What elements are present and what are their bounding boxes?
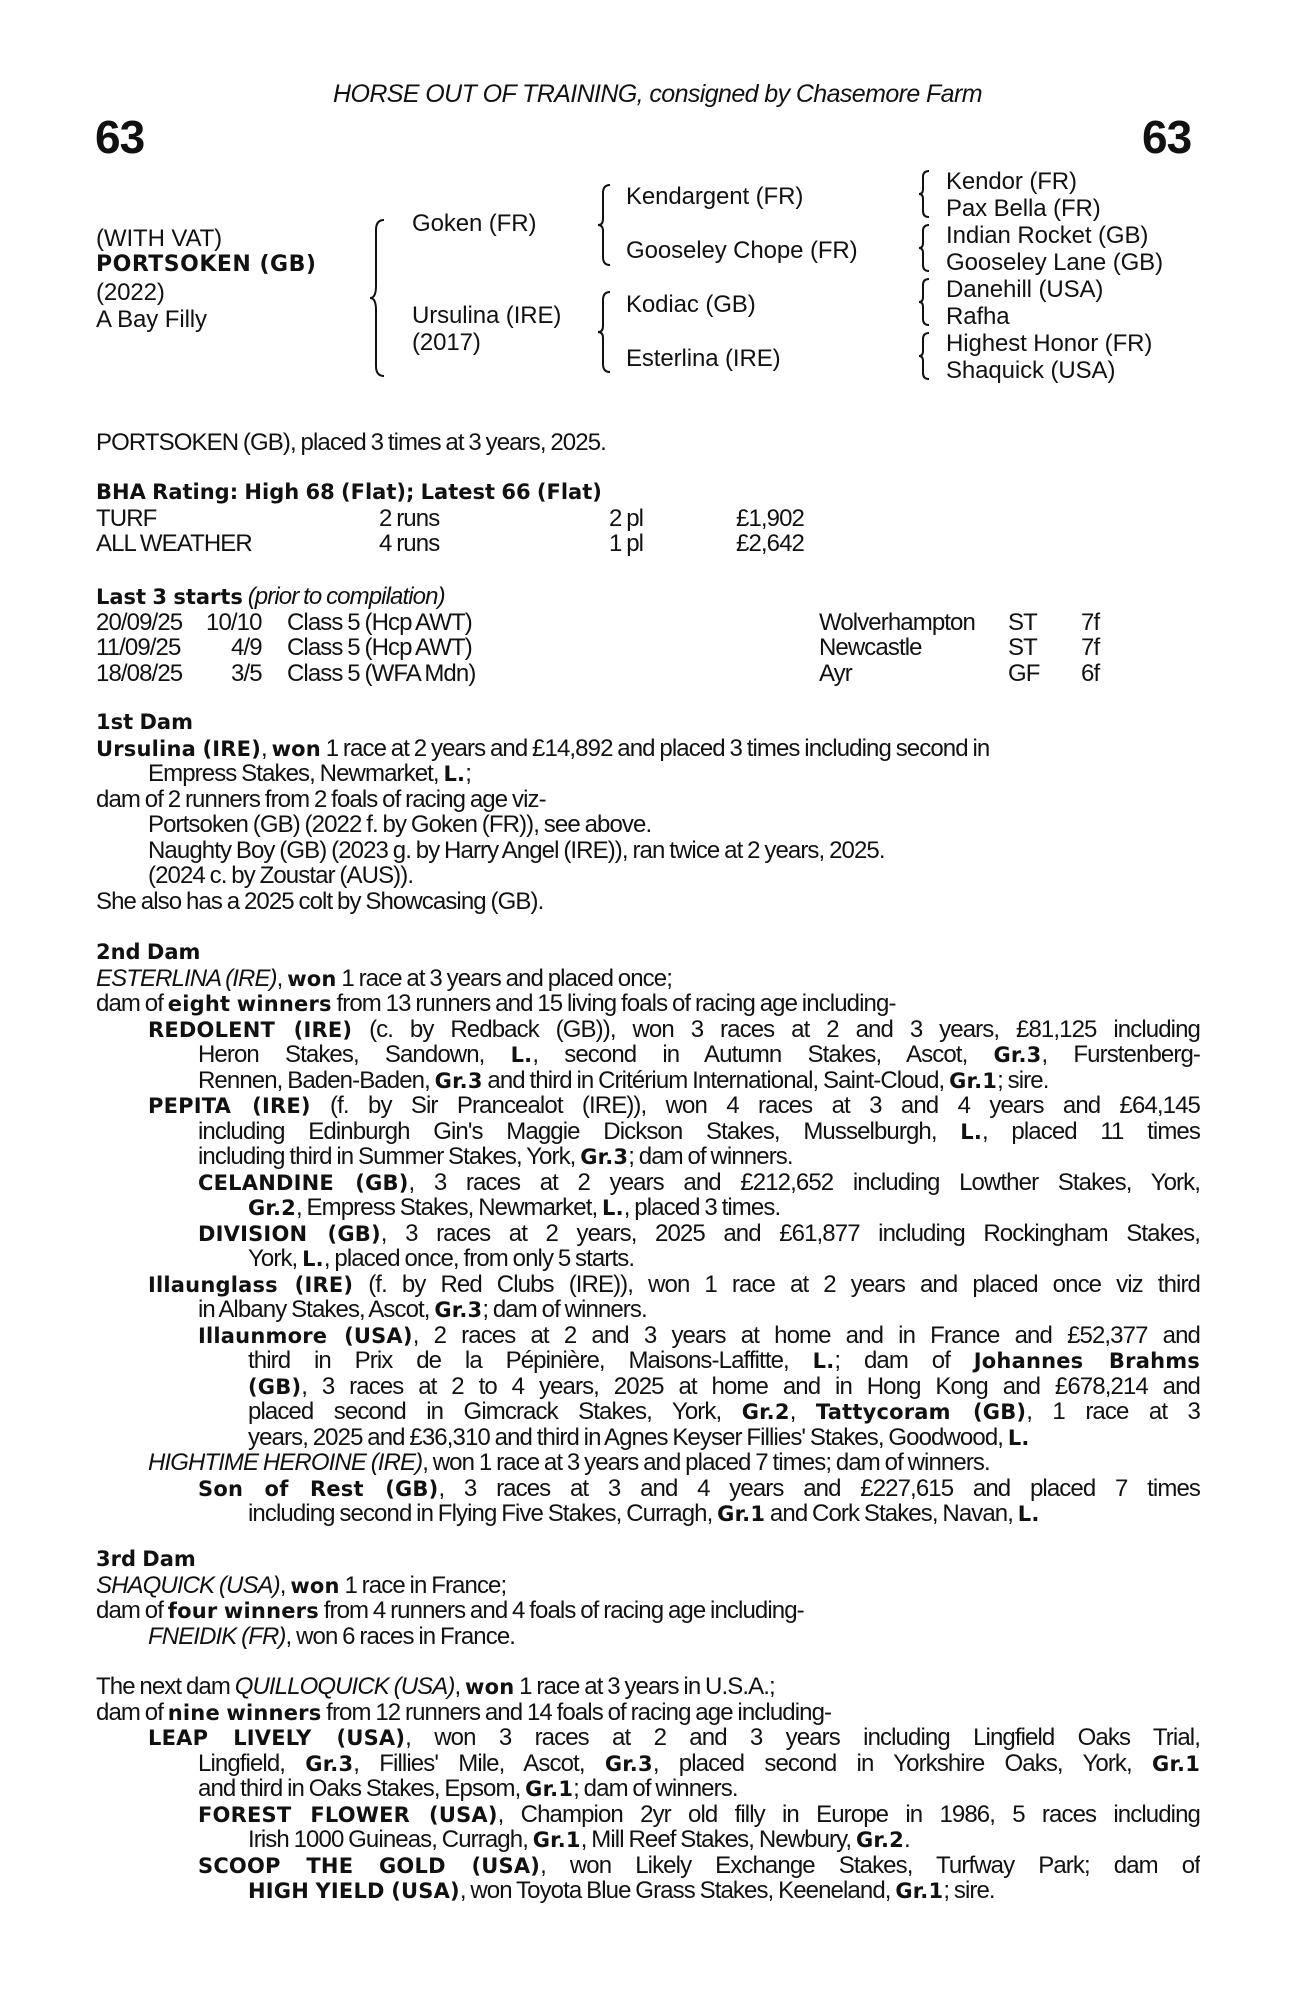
grade-label: L.: [1007, 1425, 1030, 1450]
grade-label: L.: [1017, 1502, 1040, 1526]
start-position: 3/5: [231, 659, 262, 687]
text: 1 race at 3 years in U.S.A.;: [514, 1673, 775, 1700]
grade-label: Gr.3: [305, 1751, 354, 1776]
text: ,: [454, 1673, 466, 1700]
earnings: £2,642: [736, 530, 805, 557]
text: dam of: [96, 1698, 168, 1726]
text: ; dam of winners.: [482, 1296, 647, 1323]
start-date: 18/08/25: [96, 659, 183, 687]
text: 1 race at 2 years and £14,892 and placed 3 times including second in: [320, 734, 990, 762]
text: (c. by Redback (GB)), won 3 races at 2 and 3 years, £81,125 including: [352, 1016, 1200, 1042]
progeny-name: (GB): [248, 1374, 302, 1399]
progeny-name: Illaunglass (IRE): [148, 1272, 354, 1297]
grade-label: Gr.1: [532, 1828, 581, 1852]
progeny-name: PEPITA (IRE): [148, 1094, 311, 1118]
text: (f. by Red Clubs (IRE)), won 1 race at 2 years and placed once viz third: [353, 1271, 1200, 1297]
surface: ALL WEATHER: [96, 530, 252, 557]
pedigree-brace-g3-2: [917, 223, 933, 273]
text: years, 2025 and £36,310 and third in Agnes Keyser Fillies' Stakes, Goodwood,: [248, 1423, 1008, 1451]
runs: 2 runs: [379, 504, 440, 532]
text: and third in Oaks Stakes, Epsom,: [198, 1775, 526, 1802]
text: .: [903, 1826, 910, 1853]
produce-item: (2024 c. by Zoustar (AUS)).: [148, 862, 414, 889]
progeny-name: Tattycoram (GB): [815, 1400, 1027, 1424]
text: 1 race in France;: [339, 1571, 507, 1599]
text: 1 race at 3 years and placed once;: [336, 964, 673, 992]
grade-label: Gr.1: [949, 1068, 998, 1093]
text: , won 1 race at 3 years and placed 7 times; dam of winners.: [422, 1449, 990, 1476]
rating-row: [96, 506, 1200, 532]
last-starts-heading: Last 3 starts: [96, 585, 243, 609]
grade-label: Gr.1: [717, 1502, 766, 1526]
text: , won Likely Exchange Stakes, Turfway Park; dam of: [540, 1852, 1200, 1878]
text: Heron Stakes, Sandown,: [198, 1042, 511, 1068]
progeny-name: Johannes Brahms: [973, 1349, 1200, 1373]
sire-dam-name: Gooseley Chope (FR): [626, 237, 858, 264]
grade-label: L.: [302, 1247, 324, 1271]
gen3-ancestor: Indian Rocket (GB): [946, 222, 1149, 249]
text: , Fillies' Mile, Ascot,: [353, 1750, 605, 1776]
produce-note: She also has a 2025 colt by Showcasing (GB).: [96, 887, 544, 915]
start-going: ST: [1008, 634, 1037, 661]
text: ,: [789, 1399, 816, 1425]
horse-year: (2022): [96, 279, 165, 306]
start-distance: 6f: [1081, 659, 1100, 687]
gen3-ancestor: Danehill (USA): [946, 276, 1104, 303]
text: ; sire.: [997, 1066, 1049, 1094]
first-dam-section: [96, 710, 1200, 914]
second-dam-section: 2nd Dam ESTERLINA (IRE), won 1 race at 3 years and placed once; dam of eight winners from 13 runners and 15 living foals of racing age including- REDOLENT (IRE) (c. by Redback (GB)), won 3 races at 2 and 3 years, £81,125 including Heron Stakes, Sandown, L., second in Autumn Stakes, Ascot, Gr.3, Furstenberg- Rennen, Baden-Baden, Gr.3 and third in Critérium International, Saint-Cloud, Gr.1; sire. PEPITA (IRE) (f. by Sir Prancealot (IRE)), won 4 races at 3 and 4 years and £64,145 including Edinburgh Gin's Maggie Dickson Stakes, Musselburgh, L., placed 11 times including third in Summer Stakes, York, Gr.3; dam of winners. CELANDINE (GB), 3 races at 2 years and £212,652 including Lowther Stakes, York, Gr.2, Empress Stakes, Newmarket, L., placed 3 times. DIVISION (GB), 3 races at 2 years, 2025 and £61,877 including Rockingham Stakes, York, L., placed once, from only 5 starts. Illaunglass (IRE) (f. by Red Clubs (IRE)), won 1 race at 2 years and placed once viz third in Albany Stakes, Ascot, Gr.3; dam of winners. Illaunmore (USA), 2 races at 2 and 3 years at home and in France and £52,377 and third in Prix de la Pépinière, Maisons-Laffitte, L.; dam of Johannes Brahms (GB), 3 races at 2 to 4 years, 2025 at home and in Hong Kong and £678,214 and placed second in Gimcrack Stakes, York, Gr.2, Tattycoram (GB), 1 race at 3 years, 2025 and £36,310 and third in Agnes Keyser Fillies' Stakes, Goodwood, L. HIGHTIME HEROINE (IRE), won 1 race at 3 years and placed 7 times; dam of winners. Son of Rest (GB), 3 races at 3 and 4 years and £227,615 and placed 7 times including second in Flying Five Stakes, Curragh, Gr.1 and Cork Stakes, Navan, L.: [96, 940, 1200, 1527]
start-course: Wolverhampton: [819, 608, 975, 636]
horse-name: PORTSOKEN (GB): [96, 252, 317, 277]
gen3-ancestor: Gooseley Lane (GB): [946, 249, 1163, 276]
start-race: Class 5 (WFA Mdn): [287, 659, 476, 687]
winners-count: four winners: [167, 1599, 319, 1623]
text: ;: [465, 760, 472, 787]
grade-label: L.: [812, 1349, 835, 1373]
pedigree-brace-main: [368, 218, 390, 378]
pedigree-brace-g3-4: [917, 331, 933, 381]
text: from 13 runners and 15 living foals of racing age including-: [331, 990, 896, 1017]
grade-label: Gr.2: [741, 1400, 790, 1424]
produce-summary: dam of 2 runners from 2 foals of racing age viz-: [96, 785, 546, 813]
progeny-name: LEAP LIVELY (USA): [148, 1726, 406, 1750]
start-going: ST: [1008, 608, 1037, 636]
rating-block: [96, 480, 1200, 557]
text: placed second in Gimcrack Stakes, York,: [248, 1399, 742, 1425]
dam-name: SHAQUICK (USA): [96, 1571, 280, 1599]
text: , Champion 2yr old filly in Europe in 1986, 5 races including: [497, 1801, 1200, 1827]
grade-label: Gr.3: [604, 1751, 653, 1776]
grade-label: L.: [510, 1043, 533, 1067]
text: , placed second in Yorkshire Oaks, York,: [652, 1750, 1153, 1776]
placed: 2 pl: [609, 504, 644, 532]
gen3-ancestor: Shaquick (USA): [946, 357, 1116, 384]
dam-year: (2017): [412, 329, 481, 356]
start-going: GF: [1008, 659, 1040, 687]
progeny-name: Illaunmore (USA): [198, 1323, 413, 1348]
pedigree-brace-g3-1: [917, 169, 933, 219]
won-label: won: [271, 736, 321, 761]
won-label: won: [465, 1675, 515, 1699]
surface: TURF: [96, 504, 157, 532]
text: in Albany Stakes, Ascot,: [198, 1296, 435, 1323]
grade-label: L.: [960, 1119, 983, 1144]
grade-label: Gr.2: [855, 1828, 904, 1852]
text: , Empress Stakes, Newmarket,: [296, 1194, 602, 1221]
text: , 3 races at 2 to 4 years, 2025 at home and in Hong Kong and £678,214 and: [301, 1373, 1200, 1399]
dam-sire-name: Kodiac (GB): [626, 291, 756, 318]
start-row: [96, 610, 1200, 636]
grade-label: Gr.2: [248, 1196, 296, 1220]
gen3-ancestor: Rafha: [946, 303, 1010, 330]
runs: 4 runs: [379, 530, 440, 557]
text: ,: [261, 734, 272, 762]
text: from 4 runners and 4 foals of racing age including-: [318, 1597, 804, 1624]
progeny-name: Son of Rest (GB): [198, 1476, 439, 1501]
text: , won 3 races at 2 and 3 years including Lingfield Oaks Trial,: [405, 1725, 1200, 1751]
text: , Furstenberg-: [1041, 1042, 1200, 1068]
next-dam-section: [96, 1674, 1200, 1904]
text: Empress Stakes, Newmarket,: [148, 760, 444, 787]
last-starts-block: [96, 584, 1200, 686]
horse-description: A Bay Filly: [96, 306, 207, 333]
progeny-name: DIVISION (GB): [198, 1221, 381, 1246]
text: , placed 11 times: [982, 1118, 1200, 1144]
text: Rennen, Baden-Baden,: [198, 1066, 435, 1094]
vat-label: (WITH VAT): [96, 225, 223, 252]
start-distance: 7f: [1081, 608, 1100, 636]
text: , 3 races at 2 years, 2025 and £61,877 including Rockingham Stakes,: [380, 1220, 1200, 1246]
catalogue-header: HORSE OUT OF TRAINING, consigned by Chasemore Farm: [333, 80, 982, 108]
lot-number-left: 63: [95, 111, 145, 163]
dam-name: ESTERLINA (IRE): [96, 964, 277, 992]
text: ; dam of: [834, 1348, 974, 1374]
text: , Mill Reef Stakes, Newbury,: [580, 1826, 856, 1853]
text: Irish 1000 Guineas, Curragh,: [248, 1826, 533, 1853]
start-position: 4/9: [231, 634, 262, 661]
progeny-name: HIGHTIME HEROINE (IRE): [148, 1449, 423, 1476]
produce-item: Portsoken (GB) (2022 f. by Goken (FR)), see above.: [148, 811, 652, 838]
start-date: 20/09/25: [96, 608, 183, 636]
text: , 2 races at 2 and 3 years at home and in France and £52,377 and: [412, 1322, 1200, 1348]
text: , placed once, from only 5 starts.: [323, 1245, 635, 1272]
text: ; dam of winners.: [628, 1143, 793, 1170]
sire-name: Goken (FR): [412, 210, 537, 237]
text: , 1 race at 3: [1026, 1399, 1200, 1425]
text: dam of: [96, 1597, 168, 1624]
text: Lingfield,: [198, 1750, 306, 1776]
won-label: won: [287, 966, 337, 991]
winners-count: nine winners: [167, 1700, 322, 1725]
grade-label: Gr.3: [434, 1298, 483, 1322]
text: dam of: [96, 990, 168, 1017]
text: ; sire.: [943, 1877, 995, 1904]
section-heading: 3rd Dam: [96, 1547, 196, 1571]
start-course: Newcastle: [819, 634, 922, 661]
text: and Cork Stakes, Navan,: [765, 1500, 1018, 1527]
grade-label: Gr.1: [525, 1777, 574, 1801]
text: , won 6 races in France.: [285, 1622, 516, 1650]
race-summary: PORTSOKEN (GB), placed 3 times at 3 years, 2025.: [96, 429, 606, 456]
text: including Edinburgh Gin's Maggie Dickson Stakes, Musselburgh,: [198, 1118, 961, 1144]
last-starts-note: (prior to compilation): [247, 583, 445, 610]
text: from 12 runners and 14 foals of racing age including-: [321, 1698, 832, 1726]
grade-label: Gr.3: [434, 1068, 483, 1093]
grade-label: L.: [443, 762, 466, 786]
earnings: £1,902: [736, 504, 805, 532]
winners-count: eight winners: [167, 992, 332, 1016]
text: third in Prix de la Pépinière, Maisons-Laffitte,: [248, 1348, 813, 1374]
start-race: Class 5 (Hcp AWT): [287, 608, 472, 636]
gen3-ancestor: Highest Honor (FR): [946, 330, 1153, 357]
start-distance: 7f: [1081, 634, 1100, 661]
grade-label: L.: [602, 1196, 624, 1220]
pedigree-brace-dam: [596, 290, 614, 374]
gen3-ancestor: Pax Bella (FR): [946, 195, 1101, 222]
dam-dam-name: Esterlina (IRE): [626, 345, 781, 372]
dam-name: QUILLOQUICK (USA): [234, 1673, 455, 1700]
gen3-ancestor: Kendor (FR): [946, 168, 1077, 195]
dam-name: Ursulina (IRE): [96, 736, 262, 761]
sire-sire-name: Kendargent (FR): [626, 183, 804, 210]
pedigree-brace-g3-3: [917, 277, 933, 327]
progeny-name: HIGH YIELD (USA): [248, 1879, 460, 1903]
pedigree-brace-sire: [596, 183, 614, 267]
text: including third in Summer Stakes, York,: [198, 1143, 581, 1170]
won-label: won: [290, 1573, 340, 1598]
grade-label: Gr.1: [895, 1879, 944, 1903]
section-heading: 1st Dam: [96, 710, 193, 734]
dam-name: Ursulina (IRE): [412, 302, 562, 329]
produce-item: Naughty Boy (GB) (2023 g. by Harry Angel (IRE)), ran twice at 2 years, 2025.: [148, 836, 885, 864]
progeny-name: REDOLENT (IRE): [148, 1017, 353, 1042]
start-race: Class 5 (Hcp AWT): [287, 634, 472, 661]
progeny-name: FOREST FLOWER (USA): [198, 1802, 498, 1827]
placed: 1 pl: [609, 530, 644, 557]
grade-label: Gr.3: [993, 1043, 1042, 1067]
start-course: Ayr: [819, 659, 852, 687]
text: The next dam: [96, 1673, 235, 1700]
start-row: [96, 661, 1200, 687]
text: (f. by Sir Prancealot (IRE)), won 4 races at 3 and 4 years and £64,145: [310, 1093, 1200, 1119]
text: , placed 3 times.: [623, 1194, 781, 1221]
text: , won Toyota Blue Grass Stakes, Keeneland,: [459, 1877, 896, 1904]
start-date: 11/09/25: [96, 634, 181, 661]
text: York,: [248, 1245, 303, 1272]
text: , second in Autumn Stakes, Ascot,: [532, 1042, 994, 1068]
progeny-name: SCOOP THE GOLD (USA): [198, 1853, 541, 1878]
section-heading: 2nd Dam: [96, 940, 201, 964]
progeny-name: CELANDINE (GB): [198, 1170, 409, 1195]
rating-row: [96, 531, 1200, 557]
start-row: [96, 635, 1200, 661]
grade-label: Gr.3: [580, 1145, 629, 1169]
third-dam-section: 3rd Dam SHAQUICK (USA), won 1 race in France; dam of four winners from 4 runners and 4 foals of racing age including- FNEIDIK (FR), won 6 races in France.: [96, 1547, 1200, 1649]
text: and third in Critérium International, Saint-Cloud,: [482, 1066, 950, 1094]
progeny-name: FNEIDIK (FR): [148, 1622, 286, 1650]
grade-label: Gr.1: [1152, 1751, 1200, 1776]
text: , 3 races at 2 years and £212,652 including Lowther Stakes, York,: [408, 1169, 1200, 1195]
text: ; dam of winners.: [573, 1775, 738, 1802]
start-position: 10/10: [206, 608, 262, 636]
text: , 3 races at 3 and 4 years and £227,615 and placed 7 times: [438, 1475, 1200, 1501]
text: including second in Flying Five Stakes, Curragh,: [248, 1500, 718, 1527]
lot-number-right: 63: [1142, 111, 1192, 163]
rating-heading: BHA Rating: High 68 (Flat); Latest 66 (Flat): [96, 480, 602, 504]
